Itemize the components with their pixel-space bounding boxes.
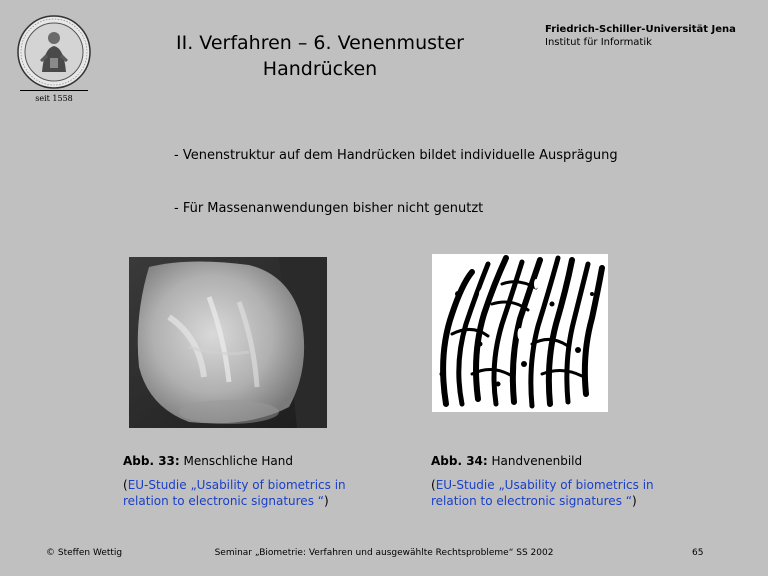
- figure-caption: [431, 454, 582, 468]
- figure-caption-text: Handvenenbild: [491, 454, 583, 468]
- figure-caption: [123, 454, 293, 468]
- page-number: 65: [692, 548, 704, 558]
- source-link[interactable]: EU-Studie „Usability of biometrics in: [435, 478, 654, 492]
- figure-caption-text: Menschliche Hand: [183, 454, 293, 468]
- seal-divider: [20, 90, 88, 91]
- figure-label: Abb. 33:: [123, 454, 180, 468]
- footer-author: © Steffen Wettig: [46, 548, 123, 558]
- figure-source: [123, 477, 346, 509]
- slide-title: [150, 30, 490, 82]
- university-seal-icon: [16, 14, 92, 90]
- figure-source: [431, 477, 654, 509]
- institute-name: Institut für Informatik: [545, 37, 652, 48]
- bullet-point: - Für Massenanwendungen bisher nicht genutzt: [174, 201, 484, 216]
- vein-pattern-image: [432, 254, 608, 412]
- source-link[interactable]: relation to electronic signatures “: [431, 494, 632, 508]
- seal-caption: seit 1558: [35, 94, 73, 103]
- source-paren-close: ): [631, 494, 637, 508]
- slide-title-line2: Handrücken: [262, 58, 378, 80]
- source-link[interactable]: relation to electronic signatures “: [123, 494, 324, 508]
- slide-title-line1: II. Verfahren – 6. Venenmuster: [176, 32, 464, 54]
- bullet-point: - Venenstruktur auf dem Handrücken bildet individuelle Ausprägung: [174, 148, 618, 163]
- hand-photo: [129, 257, 327, 428]
- source-paren-close: ): [323, 494, 329, 508]
- source-link[interactable]: EU-Studie „Usability of biometrics in: [127, 478, 346, 492]
- university-name: Friedrich-Schiller-Universität Jena: [545, 24, 736, 35]
- footer-seminar: Seminar „Biometrie: Verfahren und ausgewählte Rechtsprobleme“ SS 2002: [214, 548, 554, 558]
- source-paren-open: (: [123, 478, 128, 492]
- figure-label: Abb. 34:: [431, 454, 488, 468]
- source-paren-open: (: [431, 478, 436, 492]
